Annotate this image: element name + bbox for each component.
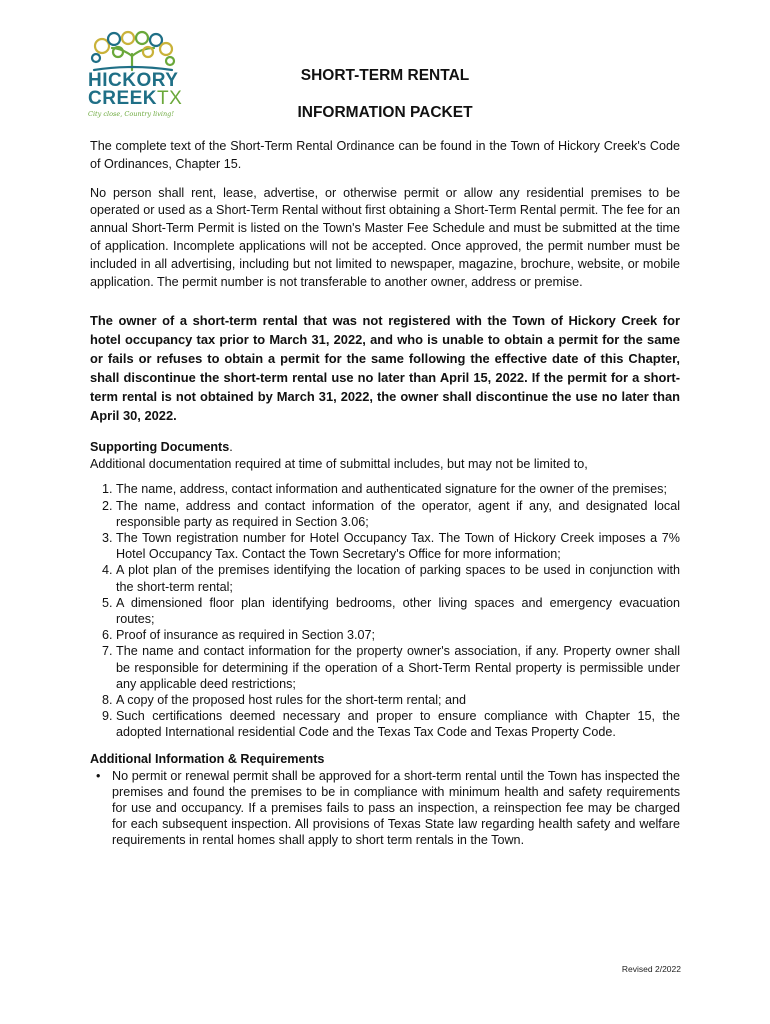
document-item: 3. The Town registration number for Hotel Occupancy Tax. The Town of Hickory Creek imposes a 7% Hotel Occupancy Tax. Contact the Town Secretary's Office for more information; (116, 530, 680, 562)
additional-info-text: No permit or renewal permit shall be approved for a short-term rental until the Town has inspected the premises and found the premises to be in compliance with minimum health and safety requirements for use and occupancy. If a premises fails to pass an inspection, a reinspection fee may be charged for each subsequent inspection. All provisions of Texas State law regarding health safety and welfare requirements in rental homes shall apply to short term rentals in the Town. (112, 768, 680, 848)
documents-list (90, 481, 680, 740)
document-body (90, 138, 680, 849)
logo-creek: CREEK (88, 88, 158, 109)
logo-line-1: HICKORY (88, 70, 179, 91)
intro-paragraph: The complete text of the Short-Term Rental Ordinance can be found in the Town of Hickory Creek's Code of Ordinances, Chapter 15. (90, 139, 680, 171)
permit-paragraph: No person shall rent, lease, advertise, or otherwise permit or allow any residential premises to be operated or used as a Short-Term Rental without first obtaining a Short-Term Rental permit. The fee for an annual Short-Term Permit is listed on the Town's Master Fee Schedule and must be submitted at the time of application. Incomplete applications will not be accepted. Once approved, the permit number must be included in all advertising, including but not limited to newspaper, magazine, brochure, website, or mobile application. The permit number is not transferable to another owner, address or premise. (90, 185, 680, 289)
supporting-intro: Additional documentation required at time of submittal includes, but may not be limited to, (90, 457, 588, 472)
bullet-icon: • (96, 768, 101, 783)
document-item: 8. A copy of the proposed host rules for the short-term rental; and (116, 692, 680, 708)
revision-note: Revised 2/2022 (621, 964, 681, 974)
additional-info-list (90, 768, 680, 849)
tree-logo-icon (88, 30, 178, 72)
document-item: 5. A dimensioned floor plan identifying bedrooms, other living spaces and emergency evacuation routes; (116, 595, 680, 627)
document-item: 7. The name and contact information for the property owner's association, if any. Property owner shall be responsible for determining if the operation of a Short-Term Rental property is permissible under any applicable deed restrictions; (116, 643, 680, 692)
supporting-heading-period: . (229, 440, 233, 455)
supporting-documents-heading: Supporting Documents (90, 440, 230, 455)
document-item: 2. The name, address and contact information of the operator, agent if any, and designated local responsible party as required in Section 3.06; (116, 498, 680, 530)
document-item: 9. Such certifications deemed necessary and proper to ensure compliance with Chapter 15, the adopted International residential Code and the Texas Tax Code and Texas Property Code. (116, 708, 680, 740)
logo-tx: TX (157, 88, 183, 109)
deadline-paragraph: The owner of a short-term rental that was not registered with the Town of Hickory Creek for hotel occupancy tax prior to March 31, 2022, and who is unable to obtain a permit for the same or fails or refuses to obtain a permit for the same following the effective date of this Chapter, shall discontinue the short-term rental use no later than April 15, 2022. If the permit for a short-term rental is not obtained by March 31, 2022, the owner shall discontinue the use no later than April 30, 2022. (90, 313, 680, 424)
logo-tagline: City close, Country living! (88, 110, 174, 118)
document-item: 4. A plot plan of the premises identifying the location of parking spaces to be used in conjunction with the short-term rental; (116, 562, 680, 594)
document-item: 6. Proof of insurance as required in Section 3.07; (116, 627, 680, 643)
document-item: 1. The name, address, contact information and authenticated signature for the owner of the premises; (116, 481, 680, 497)
supporting-documents-section (90, 439, 680, 740)
additional-info-item (96, 768, 680, 849)
additional-info-heading: Additional Information & Requirements (90, 751, 325, 766)
page-title-line-1: SHORT-TERM RENTAL (300, 67, 470, 84)
page-title-line-2: INFORMATION PACKET (297, 104, 473, 121)
